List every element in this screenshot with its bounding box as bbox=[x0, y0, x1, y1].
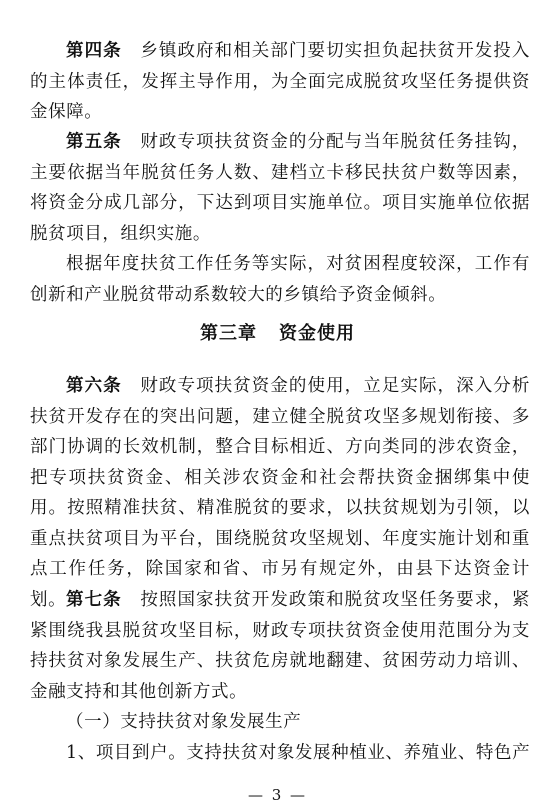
chapter-heading bbox=[0, 319, 555, 345]
article-5-paragraph bbox=[30, 127, 530, 249]
chapter-title: 资金使用 bbox=[279, 323, 355, 344]
article-7-text: 按照国家扶贫开发政策和脱贫攻坚任务要求，紧紧围绕我县脱贫攻坚目标，财政专项扶贫资金使用范围分为支持扶贫对象发展生产、扶贫危房就地翻建、贫困劳动力培训、金融支持和其他创新方式。 bbox=[30, 590, 530, 702]
article-7-label: 第七条 bbox=[66, 590, 122, 610]
article-6-label: 第六条 bbox=[66, 376, 122, 396]
article-4-text: 乡镇政府和相关部门要切实担负起扶贫开发投入的主体责任，发挥主导作用，为全面完成脱贫攻坚任务提供资金保障。 bbox=[30, 41, 530, 122]
chapter-number: 第三章 bbox=[200, 323, 257, 344]
article-4-paragraph bbox=[30, 36, 530, 128]
article-5-text: 财政专项扶贫资金的分配与当年脱贫任务挂钩，主要依据当年脱贫任务人数、建档立卡移民扶贫户数等因素，将资金分成几部分，下达到项目实施单位。项目实施单位依据脱贫项目，组织实施。 bbox=[30, 132, 530, 244]
page-number: — 3 — bbox=[247, 786, 308, 804]
article-4-label: 第四条 bbox=[66, 41, 122, 61]
item-1-paragraph: 1、项目到户。支持扶贫对象发展种植业、养殖业、特色产 bbox=[66, 743, 530, 763]
funding-tilt-paragraph: 根据年度扶贫工作任务等实际，对贫困程度较深，工作有创新和产业脱贫带动系数较大的乡镇给予资金倾斜。 bbox=[30, 254, 530, 305]
article-7-paragraph bbox=[30, 585, 530, 707]
subsection-heading: （一）支持扶贫对象发展生产 bbox=[66, 712, 302, 732]
article-5-label: 第五条 bbox=[66, 132, 122, 152]
article-6-text: 财政专项扶贫资金的使用，立足实际，深入分析扶贫开发存在的突出问题，建立健全脱贫攻坚多规划衔接、多部门协调的长效机制，整合目标相近、方向类同的涉农资金，把专项扶贫资金、相关涉农资金和社会帮扶资金捆绑集中使用。按照精准扶贫、精准脱贫的要求，以扶贫规划为引领，以重点扶贫项目为平台，围绕脱贫攻坚规划、年度实施计划和重点工作任务，除国家和省、市另有规定外，由县下达资金计划。 bbox=[30, 376, 530, 610]
article-6-paragraph bbox=[30, 371, 530, 615]
